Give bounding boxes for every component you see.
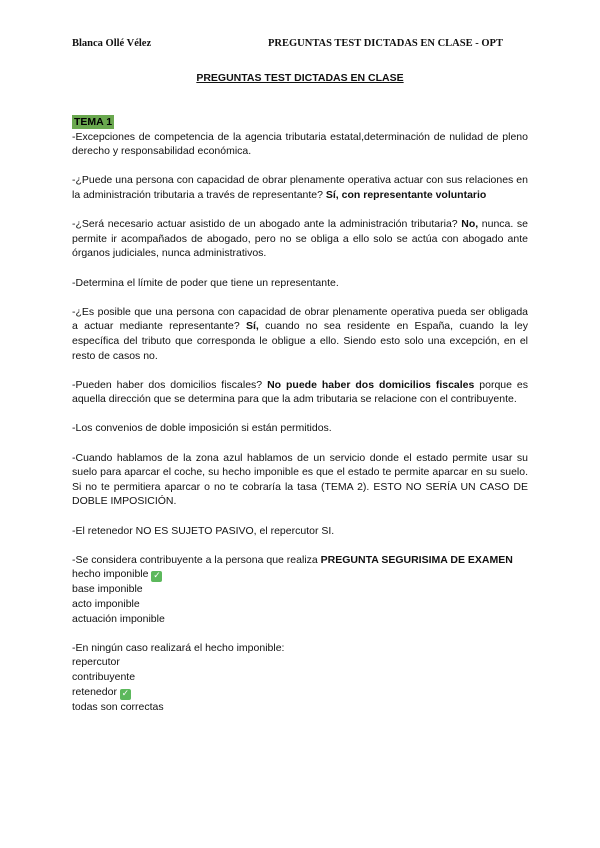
question-3-answer: No, (461, 218, 479, 231)
question-6-rest: porque es aquella dirección que se determina para que la adm tributaria se relacione con el contribuyente. (72, 378, 528, 406)
question-4: -Determina el límite de poder que tiene un representante. (72, 276, 339, 289)
question-11-option-2: contribuyente (72, 670, 136, 683)
question-5 (72, 305, 528, 363)
question-7: -Los convenios de doble imposición si están permitidos. (72, 422, 332, 435)
question-10-option-1 (72, 567, 528, 582)
question-3-text: -¿Será necesario actuar asistido de un abogado ante la administración tributaria? (72, 218, 462, 231)
question-6 (72, 378, 528, 407)
question-6-text: -Pueden haber dos domicilios fiscales? (72, 378, 268, 391)
question-10-option-4: actuación imponible (72, 612, 165, 625)
question-10-text: -Se considera contribuyente a la persona que realiza (72, 553, 321, 566)
option-label: retenedor (72, 685, 117, 698)
question-11-option-4: todas son correctas (72, 700, 164, 713)
question-5-rest: cuando no sea residente en España, cuando la ley específica del tributo que corresponda le obligue a ello. Siendo esto solo una excepción, en el resto de casos no. (72, 320, 528, 362)
question-9: -El retenedor NO ES SUJETO PASIVO, el repercutor SI. (72, 524, 335, 537)
question-3 (72, 217, 528, 261)
question-10-note: PREGUNTA SEGURISIMA DE EXAMEN (320, 553, 513, 566)
document-title: PREGUNTAS TEST DICTADAS EN CLASE (196, 72, 404, 84)
option-label: hecho imponible (72, 568, 149, 581)
question-8: -Cuando hablamos de la zona azul hablamos de un servicio donde el estado permite usar su suelo para aparcar el coche, su hecho imponible es que el estado te permite aparcar en su suelo. Si no te permitiera aparcar o no te cobraría la tasa (TEMA 2). ESTO NO SERÍA UN CASO DE DOBLE IMPOSICIÓN. (72, 451, 528, 508)
question-5-text: -¿Es posible que una persona con capacidad de obrar plenamente operativa pueda ser obligada a actuar mediante representante? (72, 305, 528, 333)
question-11: -En ningún caso realizará el hecho imponible: (72, 641, 285, 654)
tema-label: TEMA 1 (74, 116, 113, 128)
document-body (72, 115, 528, 714)
question-10-option-2: base imponible (72, 583, 143, 596)
question-1: -Excepciones de competencia de la agencia tributaria estatal,determinación de nulidad de pleno derecho y responsabilidad económica. (72, 130, 528, 158)
tema-heading (72, 115, 528, 130)
question-10-option-3: acto imponible (72, 598, 140, 610)
question-3-rest: nunca. se permite ir acompañados de abogado, pero no se obliga a ello solo se actúa con abogado ante órganos judiciales, nunca administrativos. (72, 218, 528, 260)
check-mark-icon: ✓ (153, 571, 161, 582)
header-title: PREGUNTAS TEST DICTADAS EN CLASE - OPT (268, 38, 503, 49)
check-mark-icon: ✓ (121, 688, 130, 699)
question-2-answer: Sí, con representante voluntario (325, 188, 487, 201)
header-author: Blanca Ollé Vélez (72, 38, 152, 49)
question-11-option-1: repercutor (72, 656, 120, 669)
question-2-text: -¿Puede una persona con capacidad de obrar plenamente operativa actuar con sus relaciones en la administración tributaria a través de representante? (72, 174, 528, 201)
question-10 (72, 553, 528, 568)
question-2 (72, 173, 528, 202)
question-11-option-3 (72, 685, 528, 700)
question-6-answer: No puede haber dos domicilios fiscales (267, 378, 475, 391)
question-5-answer: Sí, (246, 320, 259, 333)
